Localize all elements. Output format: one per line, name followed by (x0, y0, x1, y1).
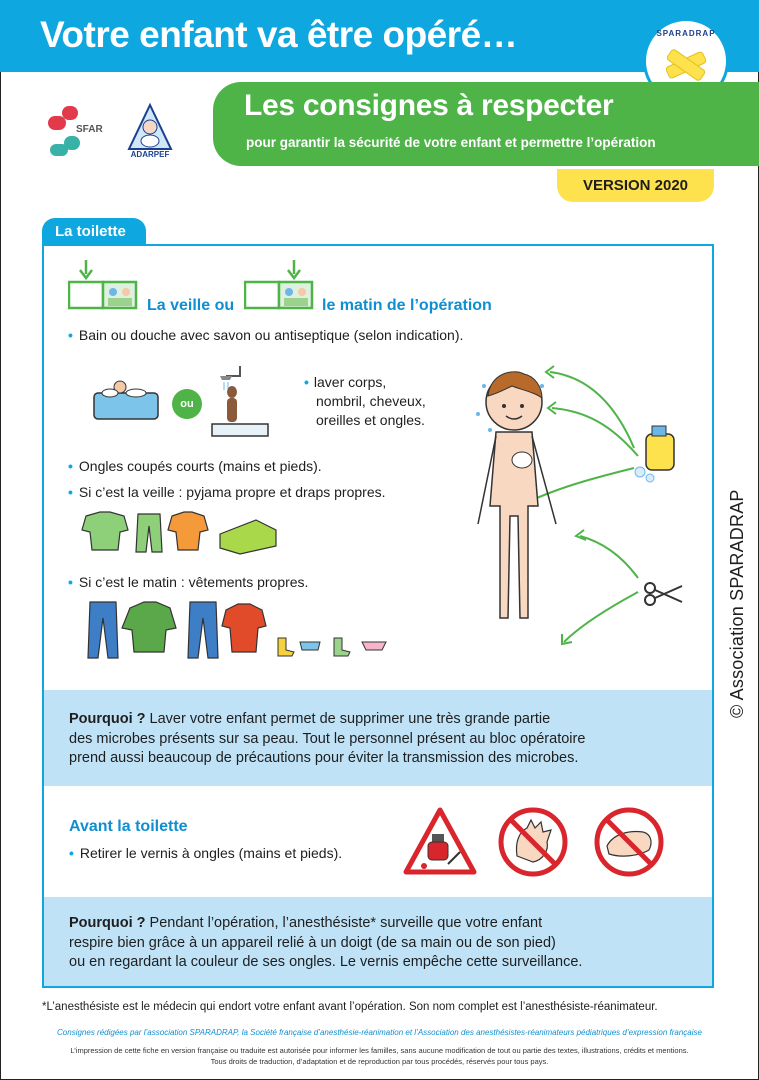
no-foot-polish-icon (593, 806, 665, 883)
wash-item (304, 373, 426, 392)
eve-bullet-text: Si c’est la veille : pyjama propre et draps propres. (78, 484, 386, 500)
nail-polish-warning-icon (402, 806, 478, 881)
bullet-dot: • (68, 484, 73, 500)
why-panel-toilette (44, 690, 712, 786)
when-eve-label: La veille ou (147, 297, 235, 314)
adarpef-logo-label: ADARPEF (130, 150, 170, 159)
side-copyright: © Association SPARADRAP (727, 489, 747, 718)
why-text-vernis (69, 914, 582, 973)
bullet-dot: • (68, 327, 73, 343)
wash-item (304, 392, 426, 411)
when-morning-label: le matin de l’opération (322, 297, 492, 314)
page-subtitle: Les consignes à respecter (244, 89, 614, 122)
calendar-eve-icon (68, 258, 138, 298)
why-line-text: Pendant l’opération, l’anesthésiste* surveille que votre enfant (145, 915, 543, 931)
why-panel-vernis (44, 897, 712, 986)
wash-list (304, 373, 426, 430)
sparadrap-badge-label: SPARADRAP (656, 29, 716, 38)
wash-item-text: laver corps, (313, 374, 387, 390)
morning-bullet-text: Si c’est le matin : vêtements propres. (78, 574, 309, 590)
section-tab-toilette: La toilette (42, 218, 146, 245)
credits: Consignes rédigées par l’association SPARADRAP, la Société française d’anesthésie-réanimation et l’Association des anesthésistes-réanimateurs pédiatriques d’expression française (57, 1028, 702, 1037)
before-bullet (69, 845, 342, 861)
legal-notice-rights: Tous droits de traduction, d’adaptation et de reproduction par tous procédés, réservés pour tous pays. (210, 1057, 549, 1066)
why-line (69, 914, 582, 934)
why-line-text: respire bien grâce à un appareil relié à un doigt (de sa main ou de son pied) (69, 934, 556, 951)
bullet-dot: • (69, 845, 74, 861)
bullet-dot: • (304, 374, 309, 390)
bullet-dot: • (68, 458, 73, 474)
bathtub-illustration (90, 375, 162, 428)
child-illustration (462, 356, 702, 661)
eve-bullet (68, 484, 386, 500)
before-bullet-text: Retirer le vernis à ongles (mains et pieds). (79, 845, 343, 861)
bullet-dot: • (68, 574, 73, 590)
why-label: Pourquoi ? (69, 915, 146, 931)
why-line-text: Laver votre enfant permet de supprimer une très grande partie (145, 711, 551, 727)
ou-badge: ou (172, 389, 202, 419)
pyjama-illustration (80, 508, 280, 561)
why-line-text: ou en regardant la couleur de ses ongles. Le vernis empêche cette surveillance. (69, 954, 583, 970)
nails-bullet-text: Ongles coupés courts (mains et pieds). (78, 458, 322, 474)
wash-item-text: oreilles et ongles. (316, 412, 425, 428)
calendar-morning-icon (244, 258, 314, 298)
why-label: Pourquoi ? (69, 711, 146, 727)
morning-bullet (68, 574, 308, 590)
version-badge: VERSION 2020 (557, 169, 714, 202)
why-line-text: prend aussi beaucoup de précautions pour éviter la transmission des microbes. (69, 750, 579, 766)
legal-notice: L’impression de cette fiche en version française ou traduite est autorisée pour informer les familles, sans aucune modification de tout ou partie des textes, illustrations, crédits et mentions. (70, 1046, 689, 1055)
wash-item-text: nombril, cheveux, (316, 393, 426, 409)
bath-bullet-text: Bain ou douche avec savon ou antiseptique (selon indication). (78, 327, 464, 343)
before-toilette-title: Avant la toilette (69, 818, 188, 835)
wash-item (304, 411, 426, 430)
why-text-toilette (69, 710, 585, 769)
nails-bullet (68, 458, 322, 474)
adarpef-logo-icon (127, 103, 173, 153)
shower-illustration (210, 362, 270, 445)
bath-bullet (68, 327, 463, 343)
sfar-logo (46, 106, 108, 156)
no-hand-polish-icon (497, 806, 569, 883)
clothes-illustration (86, 598, 396, 665)
page-title: Votre enfant va être opéré… (40, 14, 518, 55)
footnote: *L’anesthésiste est le médecin qui endort votre enfant avant l’opération. Son nom complet est l’anesthésiste-réanimateur. (42, 1001, 658, 1013)
why-line-text: des microbes présents sur sa peau. Tout le personnel présent au bloc opératoire (69, 730, 586, 747)
subtitle-caption: pour garantir la sécurité de votre enfant et permettre l’opération (246, 135, 656, 150)
sfar-logo-label: SFAR (76, 124, 103, 135)
why-line (69, 710, 585, 730)
